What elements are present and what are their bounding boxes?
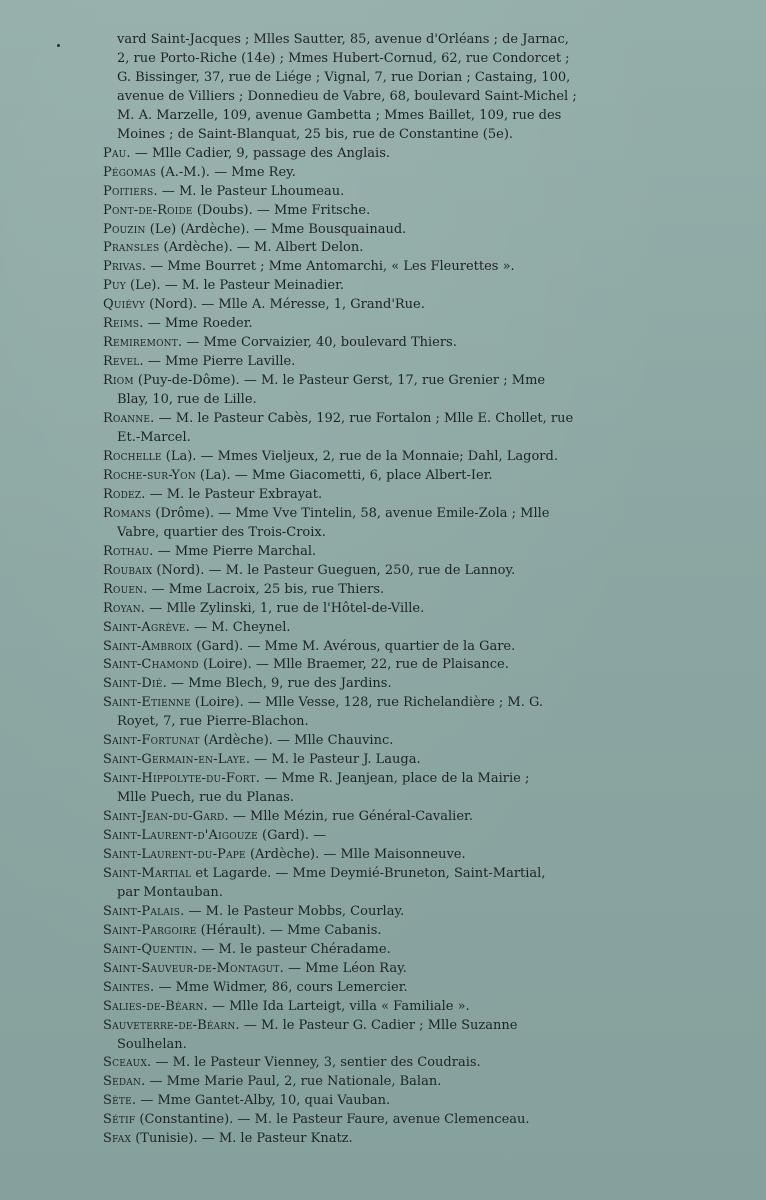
entry-text: — M. le Pasteur G. Cadier ; Mlle Suzanne [239, 1017, 518, 1033]
entry-text: (Doubs). — Mme Fritsche. [192, 202, 371, 218]
list-item [103, 751, 663, 770]
list-item [103, 903, 663, 922]
list-item [103, 562, 663, 581]
place-name: Sceaux. [103, 1055, 152, 1071]
place-name: Saint-Chamond [103, 657, 199, 673]
intro-line: avenue de Villiers ; Donnedieu de Vabre, 68, boulevard Saint-Michel ; [117, 88, 577, 104]
place-name: Privas. [103, 259, 147, 275]
entry-text: (Puy-de-Dôme). — M. le Pasteur Gerst, 17, rue Grenier ; Mme [133, 373, 546, 389]
place-name: Quiévy [103, 297, 146, 313]
place-name: Pau. [103, 145, 131, 161]
entry-text: — Mme R. Jeanjean, place de la Mairie ; [260, 771, 530, 787]
entry-continuation: Et.-Marcel. [117, 430, 191, 446]
entry-text: — Mlle Mézin, rue Général-Cavalier. [228, 809, 473, 825]
entry-text: — Mlle Zylinski, 1, rue de l'Hôtel-de-Ville. [145, 600, 425, 616]
place-name: Puy [103, 278, 126, 294]
entry-text: — Mme Pierre Laville. [143, 354, 296, 370]
list-item [103, 960, 663, 979]
list-item [103, 258, 663, 277]
list-item [103, 486, 663, 505]
list-item [103, 694, 663, 713]
entry-text: — M. le Pasteur Vienney, 3, sentier des Coudrais. [151, 1055, 481, 1071]
entry-text: — M. le Pasteur Lhoumeau. [157, 183, 345, 199]
place-name: Saint-Laurent-du-Pape [103, 846, 246, 862]
place-name: Pégomas [103, 164, 157, 180]
list-item [103, 941, 663, 960]
entry-text: — M. le Pasteur Mobbs, Courlay. [184, 903, 405, 919]
place-name: Saint-Quentin. [103, 941, 198, 957]
list-item [103, 979, 663, 998]
list-item [103, 334, 663, 353]
entry-continuation: par Montauban. [117, 884, 223, 900]
entry-continuation: Blay, 10, rue de Lille. [117, 392, 257, 408]
place-name: Saint-Fortunat [103, 733, 200, 749]
list-item [103, 846, 663, 865]
entry-text: (Loire). — Mlle Braemer, 22, rue de Plaisance. [198, 657, 509, 673]
entry-text: (Gard). — Mme M. Avérous, quartier de la Gare. [192, 638, 516, 654]
entry-text: — Mme Marie Paul, 2, rue Nationale, Balan. [145, 1074, 442, 1090]
entry-text: (Le). — M. le Pasteur Meinadier. [125, 278, 345, 294]
intro-paragraph [103, 31, 663, 145]
place-name: Riom [103, 373, 134, 389]
entry-continuation: Royet, 7, rue Pierre-Blachon. [117, 714, 309, 730]
list-item [103, 372, 663, 391]
entry-text: — Mme Gantet-Alby, 10, quai Vauban. [136, 1093, 391, 1109]
place-name: Roubaix [103, 562, 153, 578]
entry-text: (La). — Mmes Vieljeux, 2, rue de la Monnaie; Dahl, Lagord. [161, 448, 558, 464]
place-name: Sedan. [103, 1074, 146, 1090]
list-item [103, 808, 663, 827]
place-name: Saint-Dié. [103, 676, 167, 692]
list-item [103, 581, 663, 600]
place-name: Reims. [103, 316, 144, 332]
list-item [103, 505, 663, 524]
place-name: Saint-Laurent-d'Aigouze [103, 828, 258, 844]
list-item [103, 619, 663, 638]
entry-text: — Mlle Cadier, 9, passage des Anglais. [130, 145, 391, 161]
entry-text: (Tunisie). — M. le Pasteur Knatz. [131, 1131, 353, 1147]
entry-text: (Ardèche). — Mlle Chauvinc. [199, 733, 394, 749]
place-name: Saint-Agrève. [103, 619, 190, 635]
list-item [103, 865, 663, 884]
entry-text: (A.-M.). — Mme Rey. [156, 164, 296, 180]
entry-text: (Gard). — [257, 828, 327, 844]
entry-text: (Loire). — Mlle Vesse, 128, rue Richelandière ; M. G. [190, 695, 544, 711]
list-item [103, 1092, 663, 1111]
entry-text: — Mme Lacroix, 25 bis, rue Thiers. [147, 581, 385, 597]
entry-text: — Mme Corvaizier, 40, boulevard Thiers. [182, 335, 457, 351]
place-name: Roanne. [103, 411, 155, 427]
list-item [103, 770, 663, 789]
place-name: Revel. [103, 354, 144, 370]
list-item [103, 448, 663, 467]
place-name: Romans [103, 505, 152, 521]
entry-text: — M. le Pasteur Cabès, 192, rue Fortalon ; Mlle E. Chollet, rue [154, 411, 574, 427]
list-item [103, 600, 663, 619]
place-name: Remiremont. [103, 335, 183, 351]
entry-continuation: Vabre, quartier des Trois-Croix. [117, 524, 326, 540]
list-item [103, 164, 663, 183]
place-name: Poitiers. [103, 183, 158, 199]
place-name: Pont-de-Roide [103, 202, 193, 218]
entry-text: (Le) (Ardèche). — Mme Bousquainaud. [145, 221, 407, 237]
list-item [103, 239, 663, 258]
list-item [103, 656, 663, 675]
list-item [103, 202, 663, 221]
list-item [103, 998, 663, 1017]
entry-text: (Drôme). — Mme Vve Tintelin, 58, avenue Emile-Zola ; Mlle [151, 505, 550, 521]
intro-line: vard Saint-Jacques ; Mlles Sautter, 85, avenue d'Orléans ; de Jarnac, [117, 32, 569, 47]
intro-line: G. Bissinger, 37, rue de Liége ; Vignal, 7, rue Dorian ; Castaing, 100, [117, 69, 571, 85]
entry-text: (Nord). — M. le Pasteur Gueguen, 250, rue de Lannoy. [152, 562, 516, 578]
entry-text: — Mme Léon Ray. [283, 960, 407, 976]
entry-text: — Mlle Ida Larteigt, villa « Familiale ». [207, 998, 470, 1014]
place-name: Royan. [103, 600, 146, 616]
place-name: Rochelle [103, 448, 162, 464]
entry-text: — M. Cheynel. [189, 619, 291, 635]
place-name: Sète. [103, 1093, 137, 1109]
place-name: Saint-Hippolyte-du-Fort. [103, 771, 261, 787]
list-item [103, 543, 663, 562]
place-name: Saint-Palais. [103, 903, 185, 919]
list-item [103, 638, 663, 657]
entry-text: (Nord). — Mlle A. Méresse, 1, Grand'Rue. [145, 297, 425, 313]
place-name: Saint-Martial [103, 865, 192, 881]
place-name: Saint-Germain-en-Laye. [103, 752, 251, 768]
entry-text: (Constantine). — M. le Pasteur Faure, avenue Clemenceau. [135, 1112, 530, 1128]
entry-text: — M. le Pasteur Exbrayat. [145, 486, 323, 502]
list-item [103, 296, 663, 315]
entry-text: (La). — Mme Giacometti, 6, place Albert-Ier. [195, 467, 493, 483]
entry-continuation: Soulhelan. [117, 1036, 187, 1052]
list-item [103, 1017, 663, 1036]
place-name: Rodez. [103, 486, 146, 502]
place-name: Saint-Etienne [103, 695, 191, 711]
entry-text: (Ardèche). — M. Albert Delon. [159, 240, 364, 256]
intro-line: 2, rue Porto-Riche (14e) ; Mmes Hubert-Cornud, 62, rue Condorcet ; [117, 50, 570, 66]
entry-text: (Ardèche). — Mlle Maisonneuve. [245, 846, 466, 862]
place-name: Roche-sur-Yon [103, 467, 196, 483]
list-item [103, 922, 663, 941]
place-name: Saint-Sauveur-de-Montagut. [103, 960, 284, 976]
list-item [103, 353, 663, 372]
place-name: Saint-Jean-du-Gard. [103, 809, 229, 825]
list-item [103, 277, 663, 296]
place-name: Salies-de-Béarn. [103, 998, 208, 1014]
entry-text: — M. le Pasteur J. Lauga. [250, 752, 421, 768]
entry-text: (Hérault). — Mme Cabanis. [196, 922, 382, 938]
list-item [103, 467, 663, 486]
entry-text: et Lagarde. — Mme Deymié-Bruneton, Saint-Martial, [191, 865, 546, 881]
place-name: Pransles [103, 240, 160, 256]
list-item [103, 410, 663, 429]
list-item [103, 221, 663, 240]
list-item [103, 732, 663, 751]
entry-continuation: Mlle Puech, rue du Planas. [117, 790, 295, 806]
place-name: Saintes. [103, 979, 155, 995]
list-item [103, 675, 663, 694]
entry-text: — Mme Widmer, 86, cours Lemercier. [154, 979, 408, 995]
list-item [103, 315, 663, 334]
place-name: Sfax [103, 1131, 132, 1147]
entry-text: — Mme Blech, 9, rue des Jardins. [166, 676, 392, 692]
list-item [103, 827, 663, 846]
list-item [103, 1111, 663, 1130]
entry-text: — Mme Pierre Marchal. [153, 543, 317, 559]
entry-text: — M. le pasteur Chéradame. [197, 941, 391, 957]
place-name: Sétif [103, 1112, 136, 1128]
list-item [103, 1073, 663, 1092]
place-name: Saint-Pargoire [103, 922, 197, 938]
entry-text: — Mme Roeder. [143, 316, 253, 332]
place-name: Rothau. [103, 543, 154, 559]
place-name: Pouzin [103, 221, 146, 237]
speck-mark [57, 44, 60, 47]
place-name: Sauveterre-de-Béarn. [103, 1017, 240, 1033]
place-name: Saint-Ambroix [103, 638, 193, 654]
place-name: Rouen. [103, 581, 148, 597]
list-item [103, 145, 663, 164]
list-item [103, 1054, 663, 1073]
entry-text: — Mme Bourret ; Mme Antomarchi, « Les Fleurettes ». [146, 259, 515, 275]
list-item [103, 1130, 663, 1149]
address-list [103, 31, 663, 1149]
intro-line: M. A. Marzelle, 109, avenue Gambetta ; Mmes Baillet, 109, rue des [117, 107, 562, 123]
list-item [103, 183, 663, 202]
intro-line: Moines ; de Saint-Blanquat, 25 bis, rue de Constantine (5e). [117, 126, 514, 142]
